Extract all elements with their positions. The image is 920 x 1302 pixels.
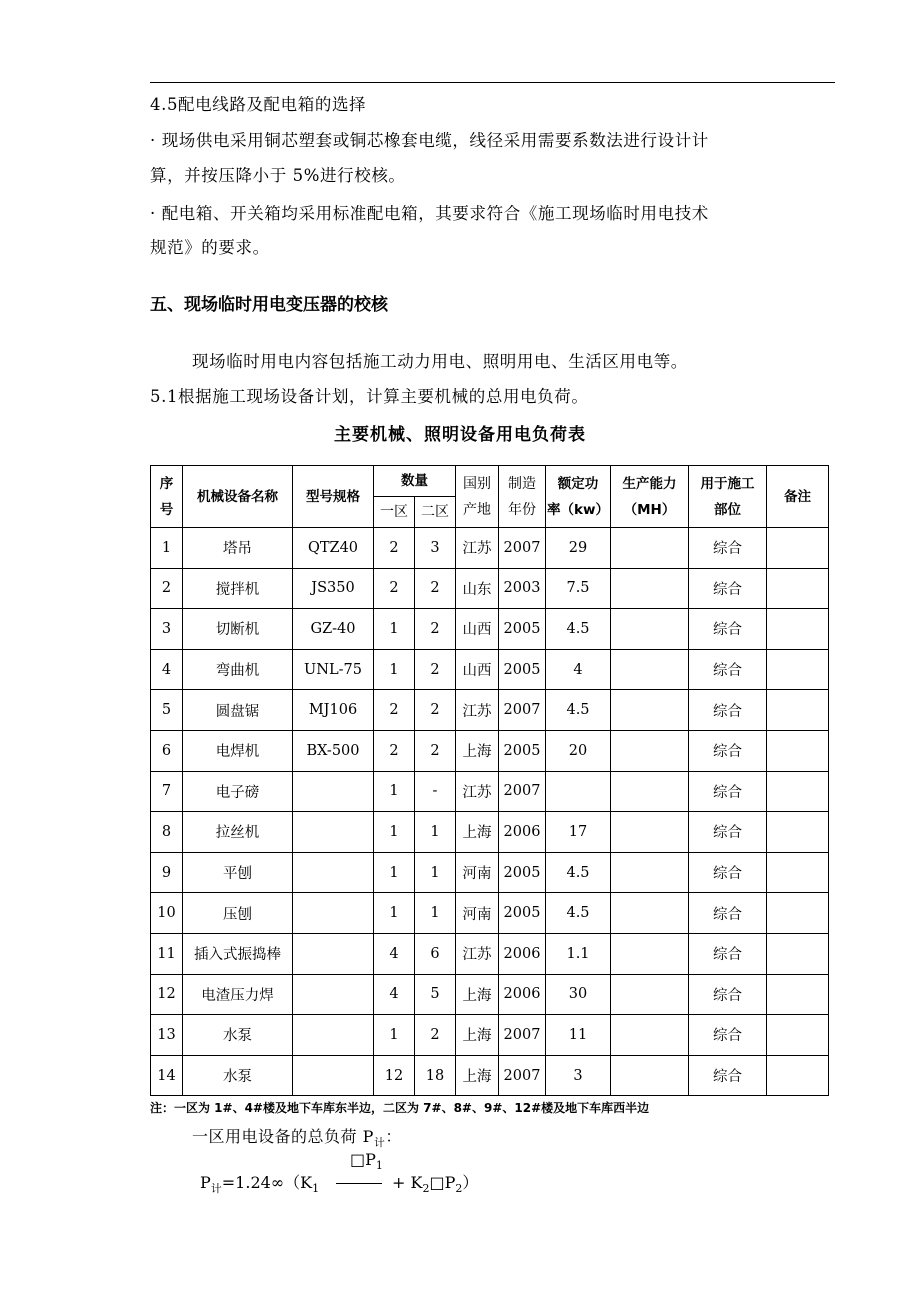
cell-z2: 1 <box>415 893 456 934</box>
cell-z2: 1 <box>415 852 456 893</box>
cell-year: 2003 <box>499 568 546 609</box>
table-row <box>151 771 829 812</box>
cell-remark <box>767 609 829 650</box>
cell-usage: 综合 <box>689 974 767 1015</box>
cell-power: 4.5 <box>546 609 611 650</box>
cell-z1: 2 <box>374 730 415 771</box>
table-row <box>151 893 829 934</box>
cell-usage: 综合 <box>689 852 767 893</box>
cell-model <box>293 771 374 812</box>
cell-no: 12 <box>151 974 183 1015</box>
cell-z1: 1 <box>374 1015 415 1056</box>
cell-usage: 综合 <box>689 1015 767 1056</box>
table-row <box>151 690 829 731</box>
cell-model <box>293 812 374 853</box>
cell-capacity <box>611 1055 689 1096</box>
cell-year: 2007 <box>499 1015 546 1056</box>
bullet-2-line-1: · 配电箱、开关箱均采用标准配电箱，其要求符合《施工现场临时用电技术 <box>150 204 709 223</box>
header-seq: 序 号 <box>151 466 183 528</box>
header-origin: 国别 产地 <box>456 466 499 528</box>
cell-name: 电渣压力焊 <box>183 974 293 1015</box>
fraction-bar <box>336 1183 382 1184</box>
cell-power: 4.5 <box>546 690 611 731</box>
cell-origin: 上海 <box>456 974 499 1015</box>
cell-remark <box>767 812 829 853</box>
cell-origin: 江苏 <box>456 690 499 731</box>
cell-model: GZ-40 <box>293 609 374 650</box>
table-row <box>151 974 829 1015</box>
section-5-heading: 五、现场临时用电变压器的校核 <box>150 295 388 315</box>
cell-origin: 江苏 <box>456 933 499 974</box>
cell-capacity <box>611 933 689 974</box>
cell-z1: 2 <box>374 528 415 569</box>
cell-capacity <box>611 893 689 934</box>
cell-name: 弯曲机 <box>183 649 293 690</box>
cell-origin: 河南 <box>456 852 499 893</box>
cell-usage: 综合 <box>689 933 767 974</box>
cell-z1: 4 <box>374 933 415 974</box>
cell-usage: 综合 <box>689 690 767 731</box>
cell-model: QTZ40 <box>293 528 374 569</box>
cell-origin: 河南 <box>456 893 499 934</box>
cell-origin: 山西 <box>456 609 499 650</box>
cell-z2: 2 <box>415 568 456 609</box>
cell-usage: 综合 <box>689 649 767 690</box>
table-row <box>151 852 829 893</box>
cell-remark <box>767 1015 829 1056</box>
table-title: 主要机械、照明设备用电负荷表 <box>334 425 586 445</box>
cell-z2: 2 <box>415 730 456 771</box>
cell-remark <box>767 730 829 771</box>
cell-name: 拉丝机 <box>183 812 293 853</box>
cell-z1: 1 <box>374 649 415 690</box>
table-row <box>151 1055 829 1096</box>
cell-origin: 山西 <box>456 649 499 690</box>
cell-no: 10 <box>151 893 183 934</box>
cell-name: 塔吊 <box>183 528 293 569</box>
cell-no: 7 <box>151 771 183 812</box>
intro-paragraph: 现场临时用电内容包括施工动力用电、照明用电、生活区用电等。 <box>192 352 688 371</box>
cell-name: 压刨 <box>183 893 293 934</box>
cell-origin: 山东 <box>456 568 499 609</box>
cell-power: 3 <box>546 1055 611 1096</box>
cell-no: 4 <box>151 649 183 690</box>
cell-remark <box>767 1055 829 1096</box>
cell-usage: 综合 <box>689 568 767 609</box>
cell-model <box>293 1055 374 1096</box>
header-name: 机械设备名称 <box>183 466 293 528</box>
table-row <box>151 649 829 690</box>
cell-model: MJ106 <box>293 690 374 731</box>
cell-z1: 1 <box>374 609 415 650</box>
cell-origin: 上海 <box>456 812 499 853</box>
cell-model <box>293 1015 374 1056</box>
header-qty-zone2: 二区 <box>415 497 456 528</box>
header-remark: 备注 <box>767 466 829 528</box>
subheading-4-5: 4.5配电线路及配电箱的选择 <box>150 95 367 114</box>
cell-year: 2007 <box>499 690 546 731</box>
cell-power: 11 <box>546 1015 611 1056</box>
cell-name: 电焊机 <box>183 730 293 771</box>
cell-capacity <box>611 568 689 609</box>
cell-capacity <box>611 771 689 812</box>
cell-usage: 综合 <box>689 812 767 853</box>
cell-no: 1 <box>151 528 183 569</box>
table-row <box>151 609 829 650</box>
cell-z2: 1 <box>415 812 456 853</box>
cell-origin: 上海 <box>456 1055 499 1096</box>
bullet-1-line-1: · 现场供电采用铜芯塑套或铜芯橡套电缆，线径采用需要系数法进行设计计 <box>150 131 709 150</box>
bullet-1-line-2: 算，并按压降小于 5%进行校核。 <box>150 166 406 185</box>
cell-capacity <box>611 1015 689 1056</box>
cell-remark <box>767 568 829 609</box>
cell-capacity <box>611 852 689 893</box>
cell-z1: 2 <box>374 690 415 731</box>
cell-power: 29 <box>546 528 611 569</box>
cell-power: 7.5 <box>546 568 611 609</box>
header-model: 型号规格 <box>293 466 374 528</box>
cell-power: 20 <box>546 730 611 771</box>
cell-year: 2005 <box>499 730 546 771</box>
cell-z1: 1 <box>374 893 415 934</box>
header-usage: 用于施工 部位 <box>689 466 767 528</box>
header-rule <box>150 82 835 83</box>
cell-no: 13 <box>151 1015 183 1056</box>
cell-usage: 综合 <box>689 609 767 650</box>
cell-name: 切断机 <box>183 609 293 650</box>
table-row <box>151 812 829 853</box>
cell-year: 2005 <box>499 649 546 690</box>
subheading-5-1: 5.1根据施工现场设备计划，计算主要机械的总用电负荷。 <box>150 387 589 406</box>
cell-capacity <box>611 974 689 1015</box>
cell-power <box>546 771 611 812</box>
table-body <box>151 528 829 1096</box>
cell-year: 2006 <box>499 933 546 974</box>
table-row <box>151 730 829 771</box>
cell-z2: 3 <box>415 528 456 569</box>
cell-origin: 上海 <box>456 1015 499 1056</box>
cell-remark <box>767 690 829 731</box>
cell-no: 11 <box>151 933 183 974</box>
cell-capacity <box>611 528 689 569</box>
cell-model <box>293 933 374 974</box>
cell-name: 水泵 <box>183 1055 293 1096</box>
cell-z1: 12 <box>374 1055 415 1096</box>
cell-no: 9 <box>151 852 183 893</box>
cell-power: 1.1 <box>546 933 611 974</box>
cell-capacity <box>611 690 689 731</box>
cell-z1: 2 <box>374 568 415 609</box>
cell-z2: - <box>415 771 456 812</box>
cell-origin: 上海 <box>456 730 499 771</box>
cell-no: 2 <box>151 568 183 609</box>
formula-intro: 一区用电设备的总负荷 $P_计$： <box>192 1127 402 1150</box>
cell-z1: 1 <box>374 812 415 853</box>
cell-z2: 18 <box>415 1055 456 1096</box>
cell-remark <box>767 893 829 934</box>
cell-name: 搅拌机 <box>183 568 293 609</box>
cell-no: 8 <box>151 812 183 853</box>
table-row <box>151 528 829 569</box>
cell-remark <box>767 974 829 1015</box>
cell-remark <box>767 852 829 893</box>
table-row <box>151 1015 829 1056</box>
cell-z1: 1 <box>374 771 415 812</box>
cell-z2: 2 <box>415 649 456 690</box>
cell-power: 4.5 <box>546 852 611 893</box>
cell-origin: 江苏 <box>456 528 499 569</box>
cell-z1: 4 <box>374 974 415 1015</box>
cell-name: 水泵 <box>183 1015 293 1056</box>
cell-z1: 1 <box>374 852 415 893</box>
cell-year: 2005 <box>499 609 546 650</box>
load-table <box>150 465 829 1096</box>
cell-model: BX-500 <box>293 730 374 771</box>
cell-capacity <box>611 812 689 853</box>
header-year: 制造 年份 <box>499 466 546 528</box>
cell-z2: 6 <box>415 933 456 974</box>
bullet-2-line-2: 规范》的要求。 <box>150 238 270 257</box>
cell-capacity <box>611 730 689 771</box>
formula-main: $P_计=1.24\infty(K_1$ <box>200 1173 320 1196</box>
cell-usage: 综合 <box>689 1055 767 1096</box>
cell-capacity <box>611 649 689 690</box>
table-row <box>151 933 829 974</box>
cell-model <box>293 974 374 1015</box>
cell-power: 30 <box>546 974 611 1015</box>
cell-no: 6 <box>151 730 183 771</box>
table-row <box>151 568 829 609</box>
header-qty-zone1: 一区 <box>374 497 415 528</box>
cell-power: 4 <box>546 649 611 690</box>
cell-z2: 2 <box>415 690 456 731</box>
cell-usage: 综合 <box>689 893 767 934</box>
cell-remark <box>767 771 829 812</box>
cell-name: 圆盘锯 <box>183 690 293 731</box>
cell-z2: 5 <box>415 974 456 1015</box>
cell-remark <box>767 528 829 569</box>
cell-z2: 2 <box>415 609 456 650</box>
header-qty: 数量 <box>374 466 456 497</box>
cell-name: 插入式振捣棒 <box>183 933 293 974</box>
cell-power: 17 <box>546 812 611 853</box>
cell-power: 4.5 <box>546 893 611 934</box>
cell-year: 2006 <box>499 974 546 1015</box>
cell-no: 5 <box>151 690 183 731</box>
table-note: 注：一区为 1#、4#楼及地下车库东半边，二区为 7#、8#、9#、12#楼及地下车库西半边 <box>150 1101 650 1115</box>
cell-usage: 综合 <box>689 730 767 771</box>
cell-no: 14 <box>151 1055 183 1096</box>
cell-model: UNL-75 <box>293 649 374 690</box>
header-power: 额定功 率（kw） <box>546 466 611 528</box>
cell-model: JS350 <box>293 568 374 609</box>
cell-origin: 江苏 <box>456 771 499 812</box>
cell-remark <box>767 933 829 974</box>
cell-year: 2006 <box>499 812 546 853</box>
cell-remark <box>767 649 829 690</box>
cell-year: 2005 <box>499 852 546 893</box>
formula-tail: + $K_2□P_2$） <box>392 1173 479 1196</box>
cell-year: 2007 <box>499 1055 546 1096</box>
cell-name: 电子磅 <box>183 771 293 812</box>
cell-no: 3 <box>151 609 183 650</box>
cell-year: 2007 <box>499 528 546 569</box>
cell-capacity <box>611 609 689 650</box>
cell-model <box>293 852 374 893</box>
cell-model <box>293 893 374 934</box>
cell-year: 2005 <box>499 893 546 934</box>
header-capacity: 生产能力 （MH） <box>611 466 689 528</box>
cell-name: 平刨 <box>183 852 293 893</box>
formula-numerator: $□P_1$ <box>350 1150 383 1173</box>
cell-usage: 综合 <box>689 771 767 812</box>
cell-z2: 2 <box>415 1015 456 1056</box>
cell-year: 2007 <box>499 771 546 812</box>
cell-usage: 综合 <box>689 528 767 569</box>
